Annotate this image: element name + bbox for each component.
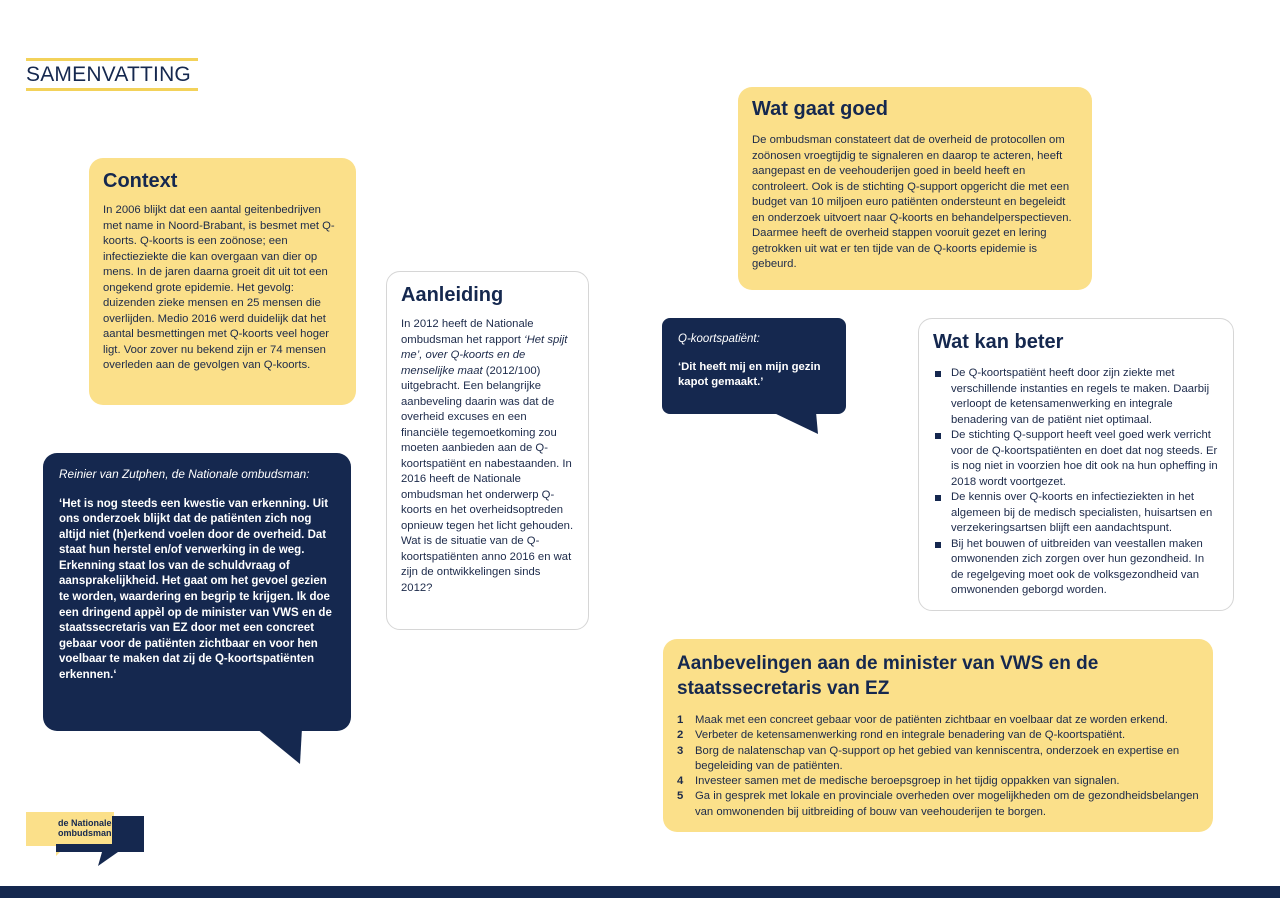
patient-quote-tail xyxy=(772,412,822,436)
list-item-number: 1 xyxy=(677,714,684,726)
list-item-text: Ga in gesprek met lokale en provinciale overheden over mogelijkheden om de gezondheidsbelangen van omwonenden bij uitbreiding of bouw van veehouderijen te borgen. xyxy=(695,790,1199,818)
wat-gaat-goed-title: Wat gaat goed xyxy=(752,98,888,120)
page-title: SAMENVATTING xyxy=(26,63,191,86)
list-item-text: Verbeter de ketensamenwerking rond en integrale benadering van de Q-koortspatiënt. xyxy=(695,729,1126,742)
list-item-number: 4 xyxy=(677,775,684,788)
logo xyxy=(26,812,148,868)
logo-text xyxy=(58,818,112,838)
context-body: In 2006 blijkt dat een aantal geitenbedrijven met name in Noord-Brabant, is besmet met Q-koorts. Q-koorts is een zoönose; een infectieziekte die kan overgaan van dier op mens. In de jaren daarna groeit dit uit tot een ongekend grote epidemie. Het gevolg: duizenden zieke mensen en 25 mensen die overlijden. Medio 2016 werd duidelijk dat het aantal besmettingen met Q-koorts veel hoger ligt. Voor zover nu bekend zijn er 74 mensen overleden aan de gevolgen van Q-koorts. xyxy=(103,204,335,371)
list-item xyxy=(677,789,1199,820)
list-item xyxy=(677,728,1199,743)
wat-gaat-goed-card xyxy=(738,87,1092,290)
aanleiding-body-part2: (2012/100) uitgebracht. Een belangrijke aanbeveling daarin was dat de overheid excuses en een financiële tegemoetkoming zou moeten aanbieden aan de Q-koortspatiënt en nabestaanden. In 2016 heeft de Nationale ombudsman het onderwerp Q-koorts en het overheidsoptreden opnieuw tegen het licht gehouden. Wat is de situatie van de Q-koortspatiënten anno 2016 en wat zijn de ontwikkelingen sinds 2012? xyxy=(401,364,574,594)
list-item: De stichting Q-support heeft veel goed werk verricht voor de Q-koortspatiënten en doet dat nog steeds. Er is nog niet in voorzien hoe dit ook na hun opheffing in 2018 wordt voortgezet. xyxy=(933,428,1219,490)
wat-kan-beter-title: Wat kan beter xyxy=(933,331,1064,353)
ombudsman-quote-text: ‘Het is nog steeds een kwestie van erkenning. Uit ons onderzoek blijkt dat de patiënten zich nog altijd niet (h)erkend voelen door de overheid. Dat staat hun herstel en/of verwerking in de weg. Erkenning staat los van de schuldvraag of aansprakelijkheid. Het gaat om het gevoel gezien te worden, waardering en begrip te krijgen. Ik doe een dringend appèl op de minister van VWS en de staatssecretaris van EZ door met een concreet gebaar voor de patiënten zichtbaar en voor hen voelbaar te maken dat zij de Q-koortspatiënten erkennen.‘ xyxy=(59,497,332,682)
wat-gaat-goed-body: De ombudsman constateert dat de overheid de protocollen om zoönosen vroegtijdig te signaleren en daarop te acteren, heeft aangepast en de veehouderijen goed in beeld heeft en controleert. Ook is de stichting Q-support opgericht die met een budget van 10 miljoen euro patiënten ondersteunt en begeleidt en onderzoek uitvoert naar Q-koorts en behandelperspectieven. Daarmee heeft de overheid stappen vooruit gezet en lering getrokken uit wat er ten tijde van de Q-koorts epidemie is gebeurd. xyxy=(752,134,1072,270)
aanleiding-card xyxy=(386,271,589,630)
list-item-text: Investeer samen met de medische beroepsgroep in het tijdig oppakken van signalen. xyxy=(695,775,1120,788)
ombudsman-quote-tail xyxy=(256,728,306,768)
list-item-text: Borg de nalatenschap van Q-support op het gebied van kenniscentra, onderzoek en expertise en begeleiding van de patiënten. xyxy=(695,744,1180,772)
page-title-block xyxy=(26,58,198,91)
list-item-text: Maak met een concreet gebaar voor de patiënten zichtbaar en voelbaar dat ze worden erkend. xyxy=(695,714,1168,726)
wat-kan-beter-card xyxy=(918,318,1234,611)
aanleiding-report-title: ‘Het spijt me’, over Q-koorts en de menselijke maat xyxy=(401,333,568,377)
patient-quote-speaker: Q-koortspatiënt: xyxy=(678,333,760,345)
list-item xyxy=(677,774,1199,789)
aanleiding-body xyxy=(401,317,574,596)
aanleiding-body-part1: In 2012 heeft de Nationale ombudsman het rapport xyxy=(401,318,534,346)
context-card xyxy=(89,158,356,405)
list-item xyxy=(677,744,1199,775)
wat-kan-beter-list xyxy=(933,366,1219,599)
aanleiding-title: Aanleiding xyxy=(401,284,504,306)
footer-bar xyxy=(0,886,1280,898)
list-item: De kennis over Q-koorts en infectieziekten in het algemeen bij de medisch specialisten, huisartsen en verzekeringsartsen blijft een aandachtspunt. xyxy=(933,490,1219,537)
list-item: Bij het bouwen of uitbreiden van veestallen maken omwonenden zich zorgen over hun gezondheid. In de regelgeving moet ook de volksgezondheid van omwonenden geborgd worden. xyxy=(933,537,1219,599)
patient-quote-card xyxy=(662,318,846,414)
logo-line-2: ombudsman xyxy=(58,828,112,838)
patient-quote-text: ‘Dit heeft mij en mijn gezin kapot gemaakt.’ xyxy=(678,360,821,388)
context-title: Context xyxy=(103,170,178,192)
list-item xyxy=(677,713,1199,728)
logo-line-1: de Nationale xyxy=(58,818,112,828)
list-item-number: 5 xyxy=(677,790,684,803)
ombudsman-quote-speaker: Reinier van Zutphen, de Nationale ombudsman: xyxy=(59,467,310,481)
aanbevelingen-card xyxy=(663,639,1213,832)
list-item: De Q-koortspatiënt heeft door zijn ziekte met verschillende instanties en regels te maken. Daarbij verloopt de ketensamenwerking en integrale benadering van de patiënt niet optimaal. xyxy=(933,366,1219,428)
list-item-number: 2 xyxy=(677,729,684,742)
aanbevelingen-list xyxy=(677,713,1199,820)
list-item-number: 3 xyxy=(677,744,684,757)
aanbevelingen-title: Aanbevelingen aan de minister van VWS en de staatssecretaris van EZ xyxy=(677,653,1099,699)
ombudsman-quote-card xyxy=(43,453,351,731)
